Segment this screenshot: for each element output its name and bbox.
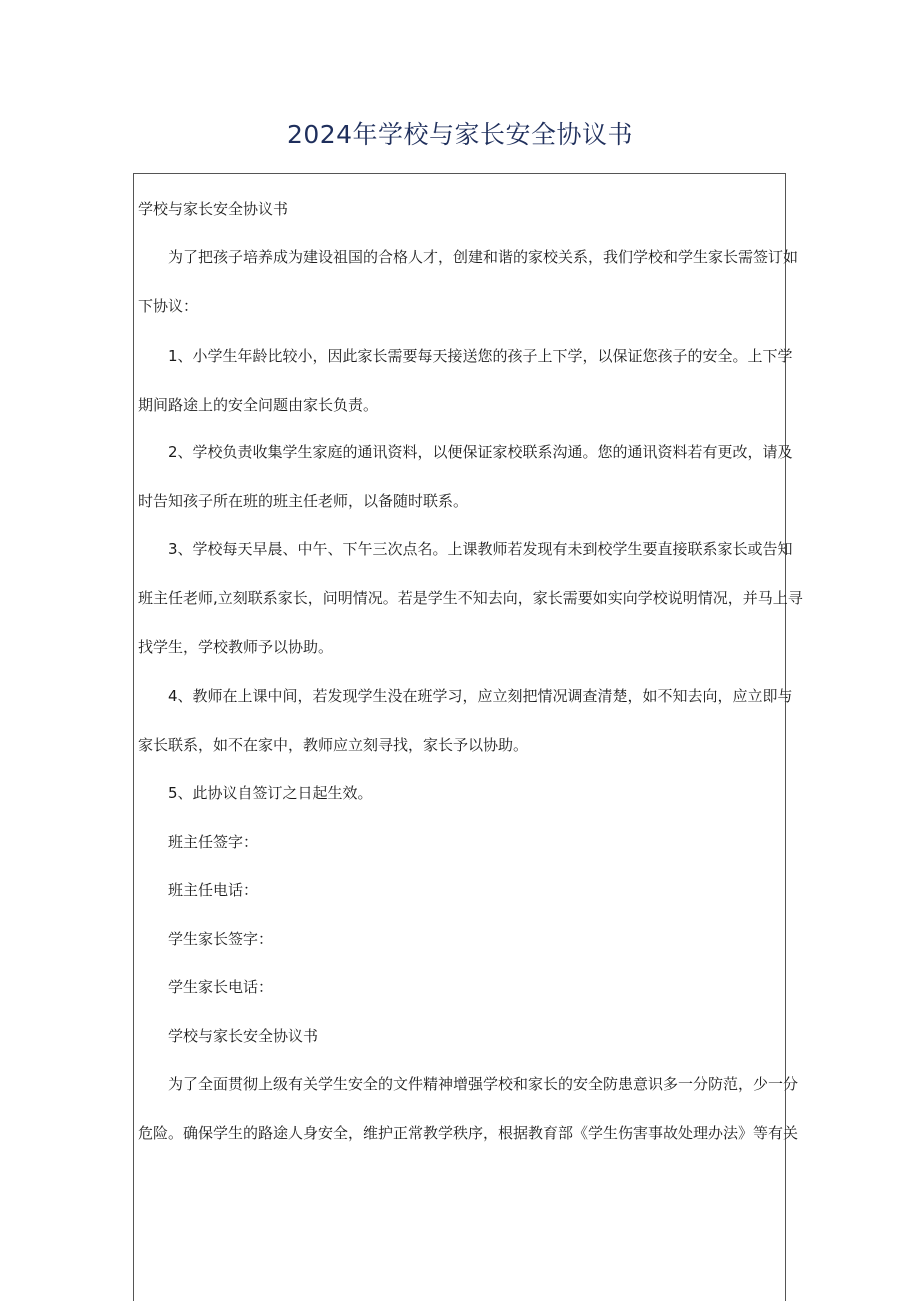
- phone-label: 班主任电话：: [168, 881, 259, 899]
- paragraph-line: 找学生，学校教师予以协助。: [138, 638, 334, 656]
- paragraph-line: 1、小学生年龄比较小，因此家长需要每天接送您的孩子上下学，以保证您孩子的安全。上下学: [168, 347, 793, 365]
- paragraph-line: 为了把孩子培养成为建设祖国的合格人才，创建和谐的家校关系，我们学校和学生家长需签订如: [168, 248, 799, 266]
- signature-label: 学生家长签字：: [168, 930, 274, 948]
- paragraph-line: 危险。确保学生的路途人身安全，维护正常教学秩序，根据教育部《学生伤害事故处理办法》等有关: [138, 1124, 799, 1142]
- paragraph-line: 2、学校负责收集学生家庭的通讯资料，以便保证家校联系沟通。您的通讯资料若有更改，请及: [168, 443, 793, 461]
- document-title: 2024年学校与家长安全协议书: [286, 120, 634, 149]
- paragraph-line: 时告知孩子所在班的班主任老师，以备随时联系。: [138, 492, 469, 510]
- paragraph-line: 5、此协议自签订之日起生效。: [168, 784, 373, 802]
- signature-label: 班主任签字：: [168, 833, 259, 851]
- paragraph-line: 下协议：: [138, 297, 199, 315]
- document-body: [133, 173, 803, 1301]
- phone-label: 学生家长电话：: [168, 978, 274, 996]
- paragraph-line: 期间路途上的安全问题由家长负责。: [138, 396, 379, 414]
- paragraph-line: 为了全面贯彻上级有关学生安全的文件精神增强学校和家长的安全防患意识多一分防范，少一分: [168, 1075, 799, 1093]
- paragraph-line: 家长联系，如不在家中，教师应立刻寻找，家长予以协助。: [138, 736, 529, 754]
- paragraph-line: 4、教师在上课中间，若发现学生没在班学习，应立刻把情况调查清楚，如不知去向，应立即与: [168, 687, 793, 705]
- paragraph-line: 班主任老师,立刻联系家长，问明情况。若是学生不知去向，家长需要如实向学校说明情况，并马上寻: [138, 589, 803, 607]
- section-heading: 学校与家长安全协议书: [138, 200, 289, 218]
- paragraph-line: 3、学校每天早晨、中午、下午三次点名。上课教师若发现有未到校学生要直接联系家长或告知: [168, 540, 793, 558]
- section-heading: 学校与家长安全协议书: [168, 1027, 319, 1045]
